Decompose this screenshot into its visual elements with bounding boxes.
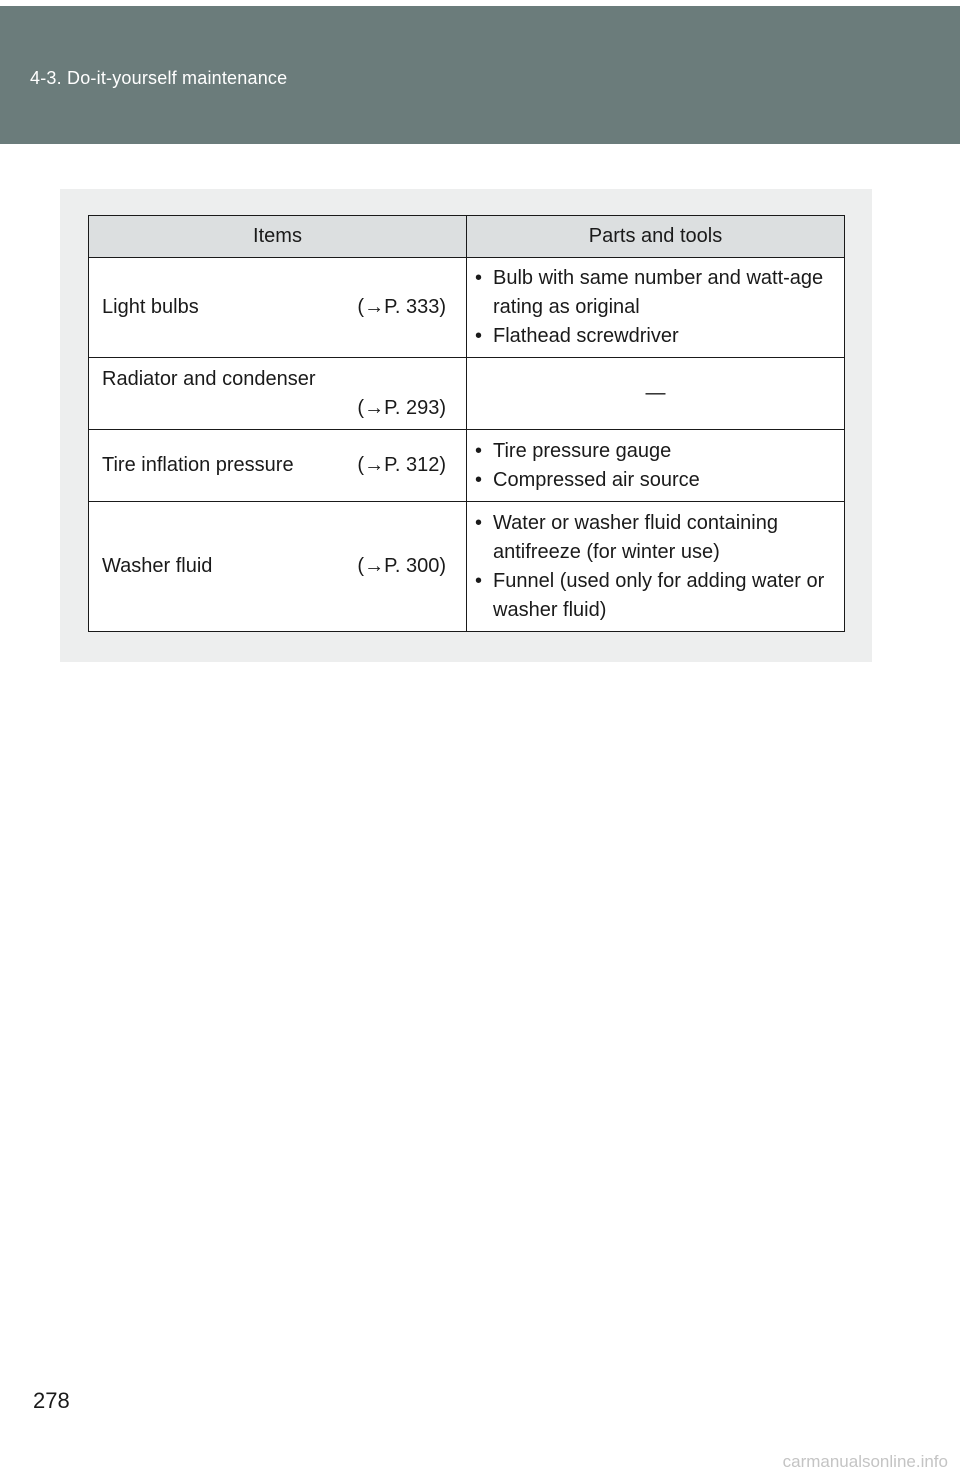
parts-and-tools-table (88, 215, 845, 632)
table-header-row (89, 216, 845, 258)
chapter-header-band (0, 6, 960, 144)
item-name: Washer fluid (102, 555, 213, 577)
item-name: Radiator and condenser (102, 367, 316, 390)
page-reference: (→P. 333) (357, 296, 446, 318)
page-reference: (→P. 312) (357, 454, 446, 476)
item-name: Tire inflation pressure (102, 454, 294, 476)
watermark: carmanualsonline.info (782, 1452, 948, 1471)
page-reference: (→P. 293) (357, 396, 446, 419)
page-reference: (→P. 300) (357, 555, 446, 577)
no-tools-dash: — (467, 358, 845, 430)
item-cell (89, 258, 467, 358)
table-row (89, 258, 845, 358)
tool-list-item: • Funnel (used only for adding water or washer fluid) (475, 567, 836, 625)
tool-list-item: • Water or washer fluid containing antifreeze (for winter use) (475, 509, 836, 567)
item-cell (89, 358, 467, 430)
tools-cell (467, 258, 845, 358)
table-row (89, 358, 845, 430)
item-cell (89, 430, 467, 502)
column-header-parts-and-tools: Parts and tools (467, 216, 845, 258)
section-title: 4-3. Do-it-yourself maintenance (30, 68, 288, 88)
tools-cell (467, 430, 845, 502)
table-row (89, 430, 845, 502)
column-header-items: Items (89, 216, 467, 258)
tools-cell (467, 502, 845, 632)
item-name: Light bulbs (102, 296, 199, 318)
tool-list-item: • Tire pressure gauge (475, 437, 836, 466)
page-number: 278 (33, 1388, 70, 1413)
tool-list-item: • Flathead screwdriver (475, 322, 836, 351)
table-row (89, 502, 845, 632)
tool-list-item: • Compressed air source (475, 466, 836, 495)
item-cell (89, 502, 467, 632)
tool-list-item: • Bulb with same number and watt-age rating as original (475, 264, 836, 322)
